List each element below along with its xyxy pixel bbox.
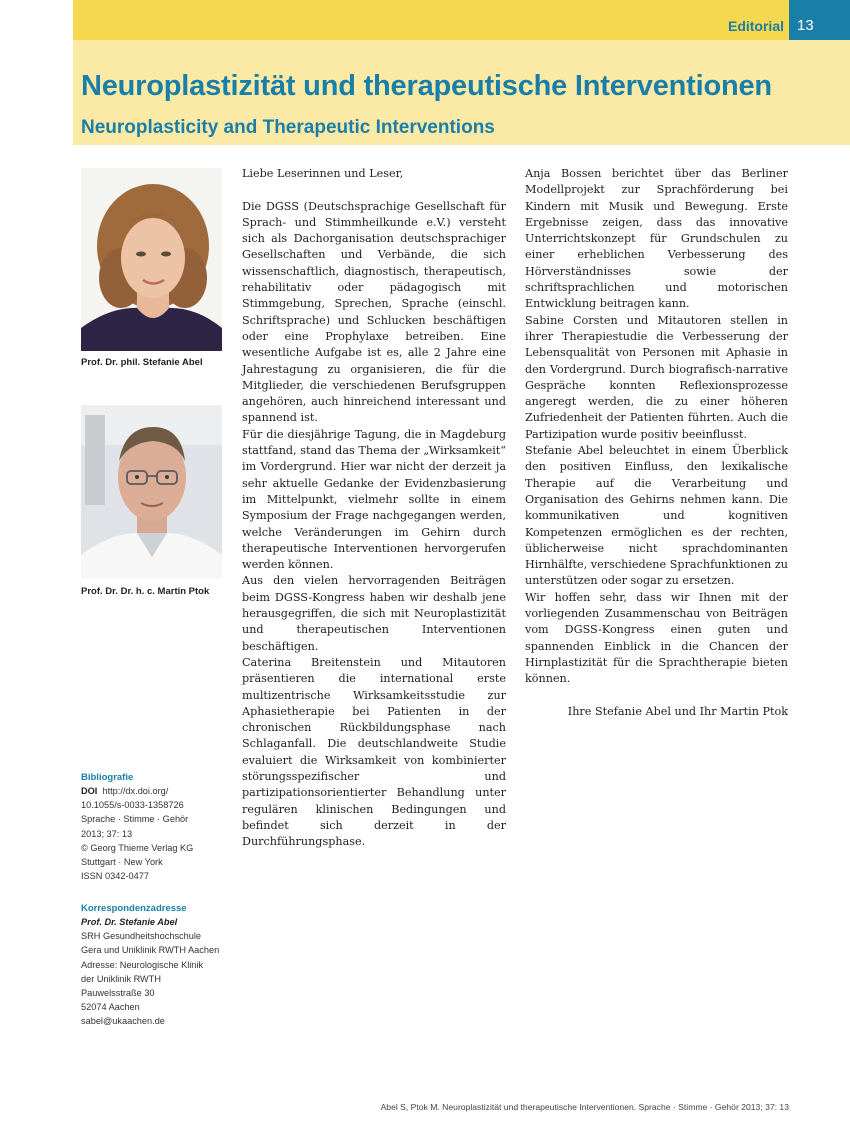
body-paragraph: Anja Bossen berichtet über das Berliner Modellprojekt zur Sprachförderung bei Kindern mit Musik und Bewegung. Erste Ergebnisse zeigen, dass das innovative Unterrichtskonzept für Grundschulen zu einer erheblichen Verbesserung des Hörverständnisses sowie der schriftsprachlichen und motorischen Entwicklung beitragen kann. <box>525 167 788 311</box>
doi-label: DOI <box>81 786 98 796</box>
bibliography-line: Stuttgart · New York <box>81 857 163 868</box>
body-paragraph: Die DGSS (Deutschsprachige Gesellschaft für Sprach- und Stimmheilkunde e.V.) versteht sich als Dachorganisation deutschsprachiger Gesellschaften und Verbände, die sich wissenschaftlich, diagnostisch, therapeutisch, rehabilitativ oder pädagogisch mit Stimmgebung, Sprechen, Sprache (einschl. Schriftsprache) und Schlucken beschäftigen oder eine Prophylaxe betreiben. Eine wesentliche Aufgabe ist es, alle 2 Jahre eine Jahrestagung zu organisieren, die für die Mitglieder, die verschiedenen Berufsgruppen angehören, auch hinreichend interessant und spannend ist. <box>242 199 506 425</box>
address-line: 52074 Aachen <box>81 1002 140 1013</box>
body-column-2 <box>525 166 788 720</box>
photo-caption-abel: Prof. Dr. phil. Stefanie Abel <box>81 357 203 368</box>
correspondence-heading: Korrespondenzadresse <box>81 903 187 914</box>
photo-caption-ptok: Prof. Dr. Dr. h. c. Martin Ptok <box>81 586 210 597</box>
address-line: Adresse: Neurologische Klinik <box>81 959 204 970</box>
body-paragraph: Für die diesjährige Tagung, die in Magdeburg stattfand, stand das Thema der „Wirksamkeit“ im Vordergrund. Hier war nicht der derzeit ja sehr aktuelle Gedanke der Evidenzbasierung im Mittelpunkt, vielmehr sollte in einem Symposium der Frage nachgegangen werden, welche Veränderungen im Gehirn durch therapeutische Interventionen hervorgerufen werden können. <box>242 427 506 572</box>
section-label: Editorial <box>727 18 784 34</box>
author-photo-ptok <box>81 405 222 579</box>
page-number: 13 <box>797 17 814 34</box>
article-title: Neuroplastizität und therapeutische Interventionen <box>81 70 772 102</box>
bibliography-line: © Georg Thieme Verlag KG <box>81 842 194 853</box>
address-line: SRH Gesundheitshochschule <box>81 931 202 942</box>
salutation: Liebe Leserinnen und Leser, <box>242 167 404 180</box>
doi-url-part2[interactable]: 10.1055/s-0033-1358726 <box>81 800 184 811</box>
body-column-1 <box>242 166 506 850</box>
doi-line <box>81 784 231 798</box>
body-paragraph: Sabine Corsten und Mitautoren stellen in ihrer Therapiestudie die Verbesserung der Lebensqualität von Personen mit Aphasie in den Vordergrund. Durch biografisch-narrative Gespräche konnten Reflexionsprozesse angeregt werden, die zu einer höheren Zufriedenheit der Patienten führten. Auch die Partizipation wurde positiv beeinflusst. <box>525 313 788 441</box>
sign-off: Ihre Stefanie Abel und Ihr Martin Ptok <box>567 704 788 718</box>
bibliography-line: 2013; 37: 13 <box>81 828 133 839</box>
correspondence-name: Prof. Dr. Stefanie Abel <box>81 917 178 927</box>
article-subtitle: Neuroplasticity and Therapeutic Interventions <box>81 117 495 138</box>
bibliography-line: Sprache · Stimme · Gehör <box>81 814 189 825</box>
bibliography-line: ISSN 0342-0477 <box>81 871 149 882</box>
address-line: Pauwelsstraße 30 <box>81 988 155 999</box>
correspondence-block <box>81 903 231 1029</box>
portrait-woman-icon <box>81 168 222 351</box>
doi-url-part1[interactable]: http://dx.doi.org/ <box>102 786 169 796</box>
address-line: Gera und Uniklinik RWTH Aachen <box>81 945 220 956</box>
body-paragraph: Stefanie Abel beleuchtet in einem Überblick den positiven Einfluss, den lexikalische Therapie auf die Verarbeitung und Organisation des Gehirns nehmen kann. Die kommunikativen und kognitiven Kompetenzen ermöglichen es der rechten, üblicherweise nicht sprachdominanten Hirnhälfte, verschiedene Sprachfunktionen zu unterstützen oder sogar zu ersetzen. <box>525 444 788 588</box>
portrait-man-icon <box>81 405 222 579</box>
bibliography-block <box>81 772 231 883</box>
address-line: der Uniklinik RWTH <box>81 973 161 984</box>
author-photo-abel <box>81 168 222 351</box>
page-footer-citation: Abel S, Ptok M. Neuroplastizität und therapeutische Interventionen. Sprache · Stimme · Gehör 2013; 37: 13 <box>380 1102 789 1112</box>
bibliography-heading: Bibliografie <box>81 772 134 783</box>
body-paragraph: Aus den vielen hervorragenden Beiträgen beim DGSS-Kongress haben wir deshalb jene herausgegriffen, die sich mit Neuroplastizität und therapeutischen Interventionen beschäftigen. <box>242 574 506 653</box>
email-link[interactable]: sabel@ukaachen.de <box>81 1016 165 1027</box>
body-paragraph: Caterina Breitenstein und Mitautoren präsentieren die international erste multizentrische Wirksamkeitsstudie zur Aphasietherapie bei Patienten in der chronischen Rückbildungsphase nach Schlaganfall. Die deutschlandweite Studie evaluiert die Wirksamkeit von kombinierter störungsspezifischer und partizipationsorientierter Behandlung unter regulären klinischen Bedingungen und befindet sich derzeit in der Durchführungsphase. <box>242 655 506 849</box>
body-paragraph: Wir hoffen sehr, dass wir Ihnen mit der vorliegenden Zusammenschau von Beiträgen vom DGSS-Kongress einen guten und spannenden Einblick in die Chancen der Hirnplastizität für die Sprachtherapie bieten können. <box>525 590 788 686</box>
